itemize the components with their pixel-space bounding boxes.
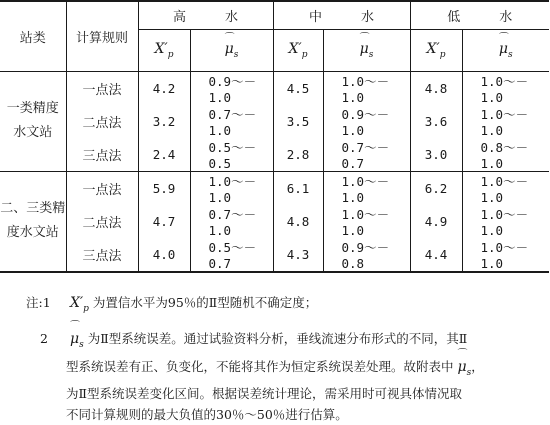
high-mu-cell: 0.5～－0.7 — [190, 238, 273, 272]
mid-x-cell: 4.8 — [273, 205, 323, 238]
note-1: 注:1 $X'_p$ 为置信水平为95％的Ⅱ型随机不确定度； — [26, 295, 318, 314]
low-x-cell: 6.2 — [410, 171, 462, 205]
high-mu-cell: 0.9～－1.0 — [190, 71, 273, 105]
low-mu-cell: 0.8～－1.0 — [462, 138, 549, 172]
low-x-cell: 3.0 — [410, 138, 462, 172]
low-x-cell: 4.8 — [410, 71, 462, 105]
subheader-mid-mu: ⌒ $\mu_s$ — [323, 29, 410, 71]
high-mu-cell: 1.0～－1.0 — [190, 171, 273, 205]
high-x-cell: 3.2 — [138, 105, 190, 138]
low-mu-cell: 1.0～－1.0 — [480, 106, 529, 138]
table-row — [0, 138, 549, 172]
station-type-cell: 二、三类精 度水文站 — [0, 171, 66, 272]
mid-x-cell: 4.3 — [273, 238, 323, 272]
mid-mu-cell: 0.9～－1.0 — [323, 105, 410, 138]
high-x-cell: 4.7 — [138, 205, 190, 238]
high-x-cell: 2.4 — [138, 138, 190, 172]
header-high-water: 高 水 — [138, 1, 273, 29]
subheader-low-mu: ⌒ $\mu_s$ — [462, 29, 549, 71]
note-2-line-3: 为Ⅱ型系统误差变化区间。根据误差统计理论，需采用时可视具体情况取 — [66, 386, 462, 402]
note-2-line-2: 型系统误差有正、负变化，不能将其作为恒定系统误差处理。故附表中 ⌒ $\mu_s$， — [66, 348, 484, 378]
mid-mu-cell: 0.7～－0.7 — [323, 138, 410, 172]
subheader-high-x: $X'_p$ — [138, 29, 190, 71]
rule-cell: 二点法 — [66, 205, 138, 238]
table-notes — [26, 292, 536, 425]
rule-cell: 二点法 — [66, 105, 138, 138]
high-x-cell: 5.9 — [138, 171, 190, 205]
mid-mu-cell: 1.0～－1.0 — [323, 205, 410, 238]
subheader-low-x: $X'_p$ — [410, 29, 462, 71]
rule-cell: 一点法 — [66, 71, 138, 105]
high-x-cell: 4.0 — [138, 238, 190, 272]
mid-mu-cell: 0.9～－0.8 — [323, 238, 410, 272]
rule-cell: 三点法 — [66, 238, 138, 272]
mid-x-cell: 2.8 — [273, 138, 323, 172]
rule-cell: 一点法 — [66, 171, 138, 205]
low-x-cell: 4.9 — [410, 205, 462, 238]
rule-cell: 三点法 — [66, 138, 138, 172]
low-mu-cell: 1.0～－1.0 — [480, 239, 529, 271]
table-row — [0, 105, 549, 138]
low-mu-cell: 1.0～－1.0 — [480, 206, 529, 238]
note-2: 2 ⌒ $\mu_s$ 为Ⅱ型系统误差。通过试验资料分析，垂线流速分布形式的不同，其Ⅱ — [40, 320, 468, 350]
note-2-line-4: 不同计算规则的最大负值的30％～50％进行估算。 — [66, 407, 348, 423]
low-x-cell: 3.6 — [410, 105, 462, 138]
header-mid-water: 中 水 — [273, 1, 410, 29]
table-row — [0, 238, 549, 272]
low-mu-cell: 1.0～－1.0 — [480, 173, 529, 205]
header-low-water: 低 水 — [410, 1, 549, 29]
mid-x-cell: 6.1 — [273, 171, 323, 205]
low-mu-cell: 1.0～－1.0 — [480, 73, 529, 105]
header-calc-rule: 计算规则 — [66, 1, 138, 71]
high-x-cell: 4.2 — [138, 71, 190, 105]
low-x-cell: 4.4 — [410, 238, 462, 272]
table-row — [0, 71, 549, 105]
subheader-mid-x: $X'_p$ — [273, 29, 323, 71]
note-2-symbol: ⌒ $\mu_s$ — [69, 320, 84, 350]
header-station-type: 站类 — [0, 1, 66, 71]
table-row — [0, 205, 549, 238]
subheader-high-mu: ⌒ $\mu_s$ — [190, 29, 273, 71]
station-type-cell: 一类精度 水文站 — [0, 71, 66, 171]
high-mu-cell: 0.7～－1.0 — [190, 105, 273, 138]
mid-mu-cell: 1.0～－1.0 — [323, 171, 410, 205]
high-mu-cell: 0.7～－1.0 — [190, 205, 273, 238]
high-mu-cell: 0.5～－0.5 — [190, 138, 273, 172]
mid-x-cell: 3.5 — [273, 105, 323, 138]
mid-mu-cell: 1.0～－1.0 — [323, 71, 410, 105]
note-1-symbol: $X'_p$ — [69, 295, 89, 314]
table-row — [0, 171, 549, 205]
mid-x-cell: 4.5 — [273, 71, 323, 105]
